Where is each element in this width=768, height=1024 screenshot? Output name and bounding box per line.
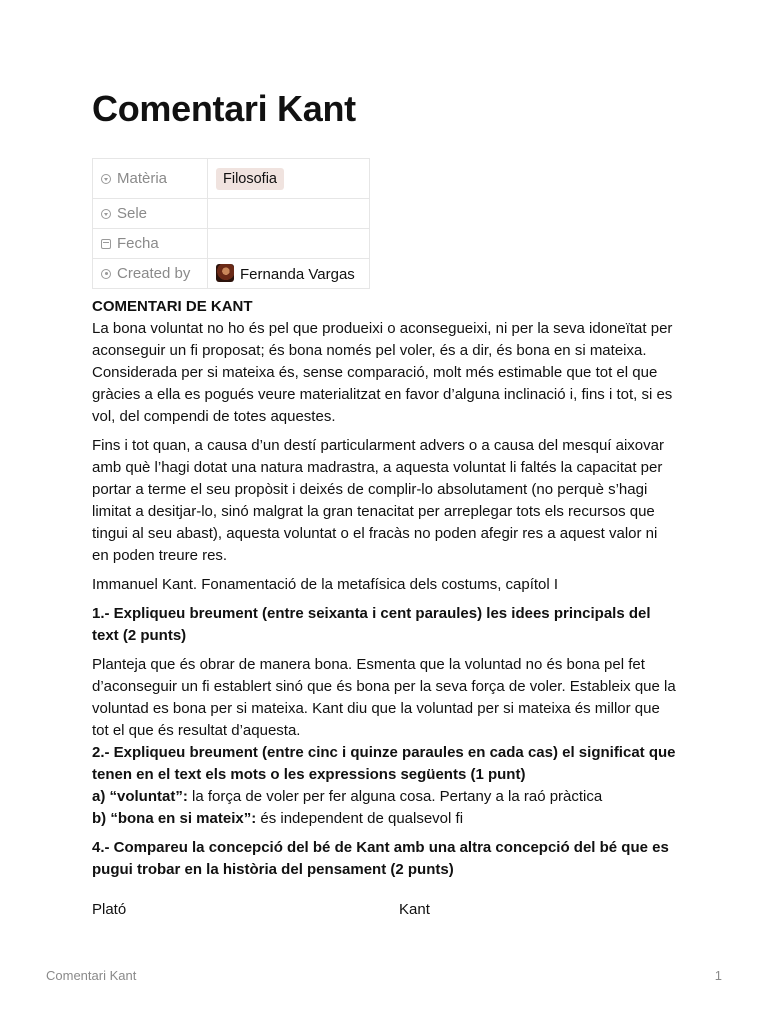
property-label: Created by (117, 265, 191, 282)
text-paragraph: La bona voluntat no ho és pel que produeixi o aconsegueixi, ni per la seva idoneïtat per aconseguir un fi proposat; és bona només pel voler, és a dir, és bona en si mateixa. Considerada per si mateixa és, sense comparació, molt més estimable que tot el que gràcies a ella es pogués veure materialitzat en favor d’alguna inclinació i, fins i tot, si es vol, del compendi de totes aquestes. (92, 320, 673, 425)
sele-value[interactable] (208, 199, 370, 229)
footer-title: Comentari Kant (46, 968, 137, 983)
calendar-icon (101, 239, 111, 249)
property-row-fecha[interactable] (93, 229, 370, 259)
question-1: 1.- Expliqueu breument (entre seixanta i cent paraules) les idees principals del text (2 punts) (92, 605, 651, 644)
answer-2a (92, 786, 676, 808)
materia-tag[interactable]: Filosofia (216, 168, 284, 190)
select-icon (101, 209, 111, 219)
person-icon (101, 269, 111, 279)
term-voluntat: a) “voluntat”: (92, 788, 188, 805)
term-bona-en-si: b) “bona en si mateix”: (92, 810, 257, 827)
property-label: Fecha (117, 235, 159, 252)
properties-table (92, 158, 370, 289)
property-label: Sele (117, 205, 148, 222)
section-heading: COMENTARI DE KANT (92, 298, 253, 315)
definition-voluntat: la força de voler per fer alguna cosa. Pertany a la raó pràctica (187, 788, 603, 805)
select-icon (101, 174, 111, 184)
definition-bona-en-si: és independent de qualsevol fi (256, 810, 464, 827)
property-row-materia[interactable] (93, 159, 370, 199)
answer-2b (92, 808, 676, 830)
avatar (216, 264, 234, 282)
citation: Immanuel Kant. Fonamentació de la metafísica dels costums, capítol I (92, 576, 559, 593)
comparison-columns (92, 899, 676, 921)
document-body (92, 296, 676, 921)
fecha-value[interactable] (208, 229, 370, 259)
question-4: 4.- Compareu la concepció del bé de Kant amb una altra concepció del bé que es pugui trobar en la història del pensament (2 punts) (92, 839, 669, 878)
question-2: 2.- Expliqueu breument (entre cinc i quinze paraules en cada cas) el significat que tenen en el text els mots o les expressions següents (1 punt) (92, 744, 676, 783)
column-kant: Kant (399, 901, 430, 918)
property-label: Matèria (117, 170, 168, 187)
page-title: Comentari Kant (92, 88, 356, 129)
column-plato: Plató (92, 901, 127, 918)
text-paragraph: Fins i tot quan, a causa d’un destí particularment advers o a causa del mesquí aixovar amb què l’hagi dotat una natura madrastra, a aquesta voluntat li faltés la capacitat per portar a terme el seu propòsit i deixés de complir-lo absolutament (no perquè s’hagi limitat a desitjar-lo, sinó malgrat la gran tenacitat per arreplegar tots els recursos que tingui al seu abast), aquesta voluntat o el fracàs no poden afegir res a aquest valor ni en poden treure res. (92, 437, 664, 564)
property-row-sele[interactable] (93, 199, 370, 229)
created-by-name: Fernanda Vargas (240, 266, 355, 283)
page-number: 1 (714, 968, 722, 983)
answer-1: Planteja que és obrar de manera bona. Esmenta que la voluntad no és bona pel fet d’aconseguir un fi establert sinó que és bona per la seva força de voler. Estableix que la voluntad es bona per si mateixa. Kant diu que la voluntad per si mateixa és millor que tot el que és resultat d’aquesta. (92, 656, 676, 739)
property-row-created-by[interactable] (93, 259, 370, 289)
